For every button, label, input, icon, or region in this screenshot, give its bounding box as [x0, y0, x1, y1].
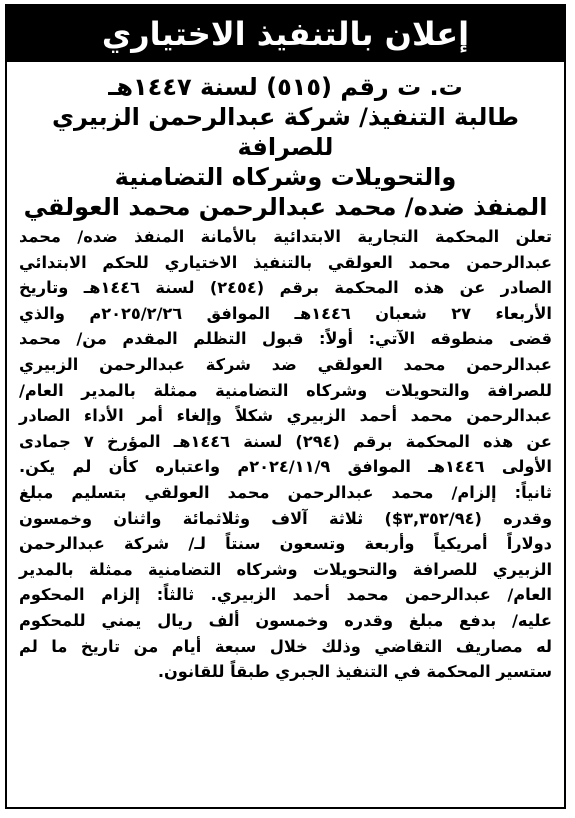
body-line: له مصاريف التقاضي وذلك خلال سبعة أيام من تاريخ ما لم	[19, 636, 552, 656]
body-line: عليه/ بدفع مبلغ وقدره وخمسون ألف ريال يمني للمحكوم	[19, 610, 552, 630]
body-line: عبدالرحمن محمد العولقي بالتنفيذ الاختياري للحكم الابتدائي	[19, 252, 552, 272]
body-line: عبدالرحمن محمد العولقي ضد شركة عبدالرحمن الزبيري	[19, 354, 552, 374]
body-line: دولاراً أمريكياً وأربعة وتسعون سنتاً لـ/ شركة عبدالرحمن	[19, 534, 552, 554]
body-line: ثانياً: إلزام/ محمد عبدالرحمن محمد العولقي بتسليم مبلغ	[19, 482, 552, 502]
body-line: عن هذه المحكمة برقم (٢٩٤) لسنة ١٤٤٦هـ المؤرخ ٧ جمادى	[19, 431, 552, 451]
notice-frame	[5, 4, 566, 809]
body-line: الزبيري للصرافة والتحويلات وشركاه التضامنية ممثلة بالمدير	[19, 559, 552, 579]
respondent-line: المنفذ ضده/ محمد عبدالرحمن محمد العولقي	[23, 193, 548, 221]
notice-title: إعلان بالتنفيذ الاختياري	[7, 6, 564, 62]
body-line: للصرافة والتحويلات وشركاه التضامنية ممثلة بالمدير العام/	[19, 380, 552, 400]
body-line: تعلن المحكمة التجارية الابتدائية بالأمانة المنفذ ضده/ محمد	[19, 227, 552, 246]
body-line: قضى منطوقه الآتي: أولاً: قبول التظلم المقدم من/ محمد	[19, 329, 552, 349]
body-line: عبدالرحمن محمد أحمد الزبيري شكلاً وإلغاء أمر الأداء الصادر	[19, 406, 552, 426]
case-number: ت. ت رقم (٥١٥) لسنة ١٤٤٧هـ	[108, 73, 463, 101]
applicant-line-1: طالبة التنفيذ/ شركة عبدالرحمن الزبيري للصرافة	[51, 103, 520, 161]
body-line: الأربعاء ٢٧ شعبان ١٤٤٦هـ الموافق ٢٠٢٥/٢/٢٦م والذي	[19, 303, 552, 323]
body-line: الأولى ١٤٤٦هـ الموافق ٢٠٢٤/١١/٩م واعتباره كأن لم يكن.	[19, 457, 552, 477]
notice-body	[19, 224, 552, 685]
notice-content	[7, 62, 564, 685]
body-line: الصادر عن هذه المحكمة برقم (٢٤٥٤) لسنة ١٤٤٦هـ وتاريخ	[19, 278, 552, 298]
body-line-last: ستسير المحكمة في التنفيذ الجبري طبقاً للقانون.	[157, 662, 552, 682]
body-line: العام/ عبدالرحمن محمد أحمد الزبيري. ثالثاً: إلزام المحكوم	[19, 585, 552, 605]
body-line: وقدره (٣,٣٥٢/٩٤$) ثلاثة آلاف وثلاثمائة واثنان وخمسون	[19, 508, 553, 528]
applicant-line-2: والتحويلات وشركاه التضامنية	[114, 163, 457, 191]
